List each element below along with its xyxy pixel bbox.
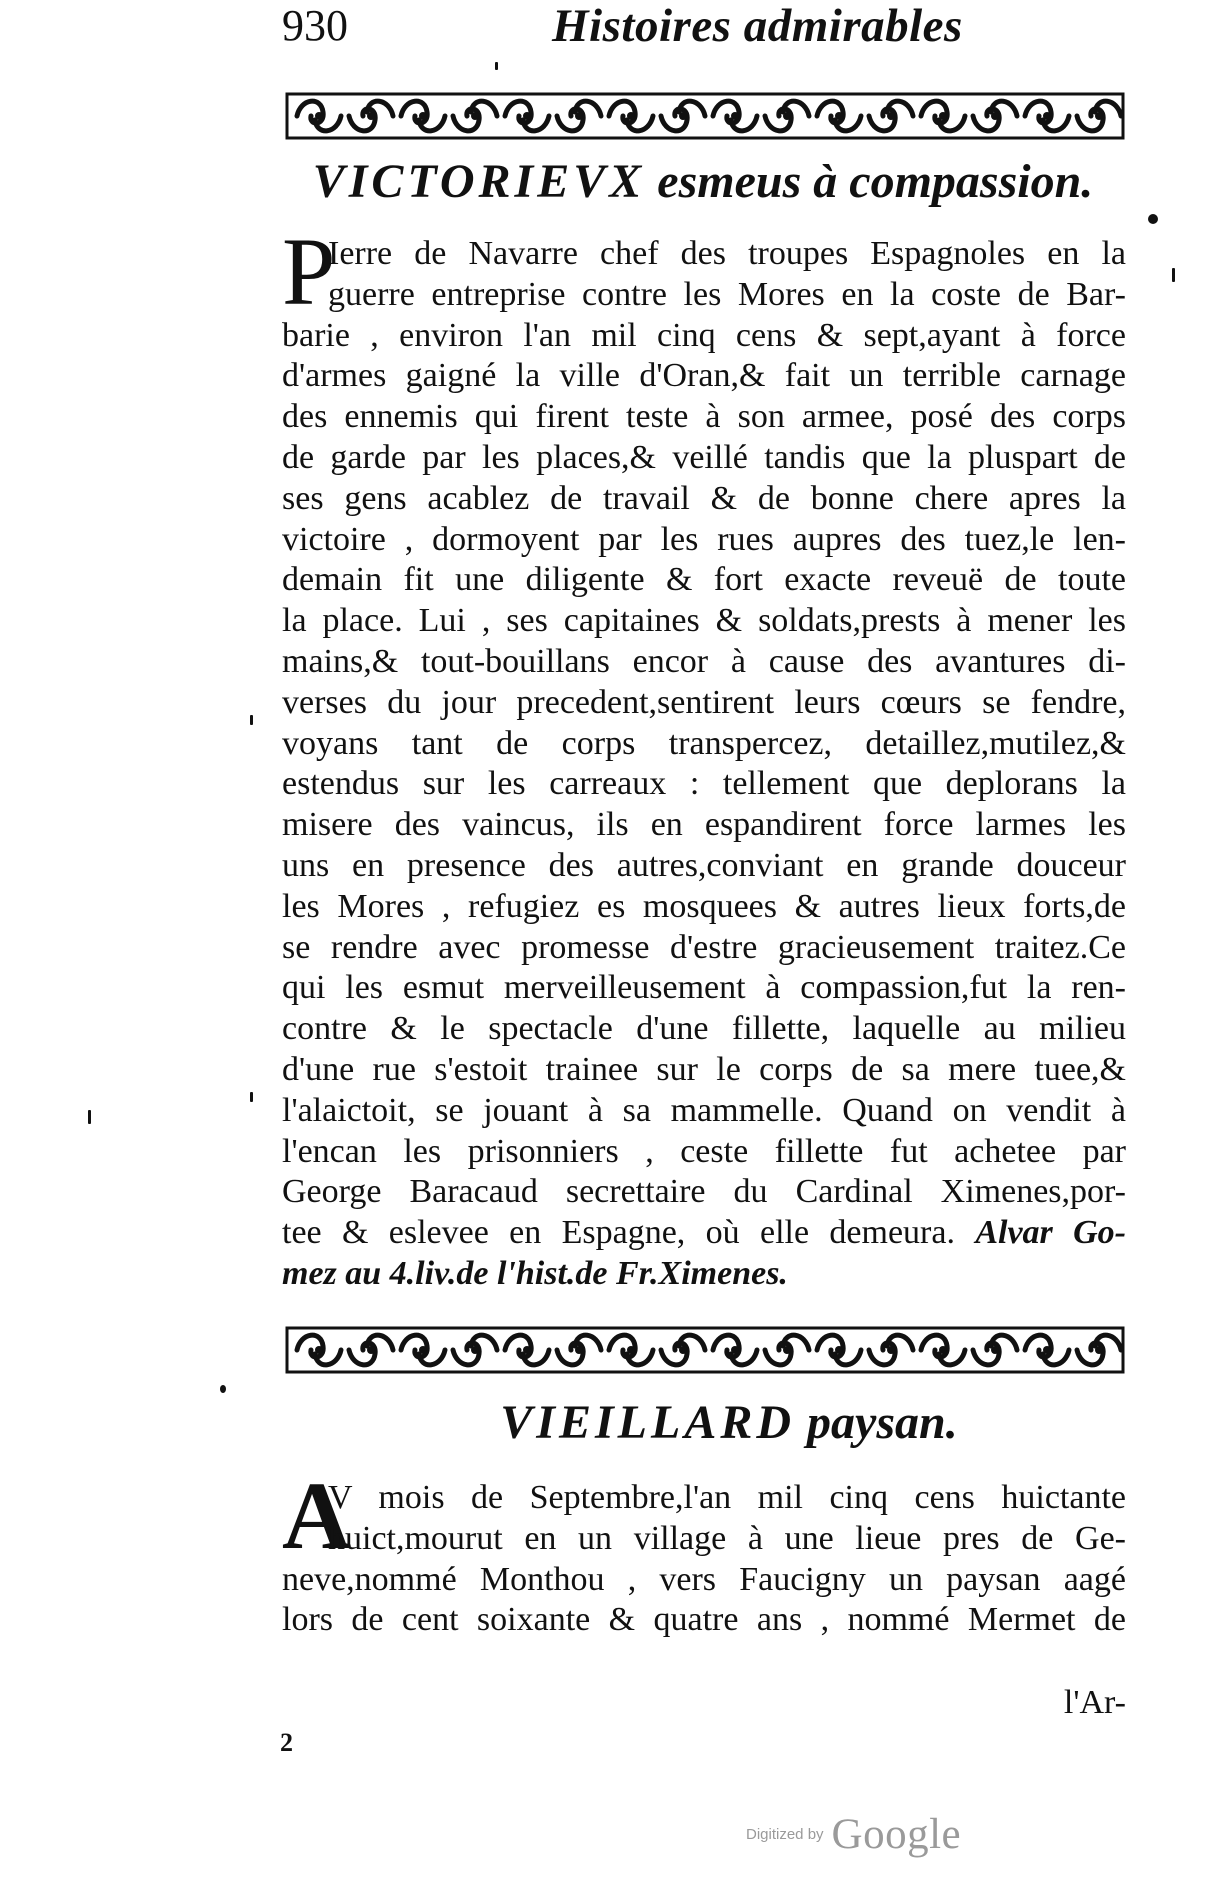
ornament-motif bbox=[817, 1335, 861, 1365]
ornament-motif bbox=[505, 1335, 549, 1365]
ornament-motif bbox=[349, 101, 393, 131]
ornament-svg bbox=[285, 1322, 1125, 1378]
ornament-motif bbox=[817, 101, 861, 131]
text-line: des ennemis qui firent teste à son armee, posé des corps bbox=[282, 398, 1126, 436]
text-line: d'une rue s'estoit trainee sur le corps de sa mere tuee,& bbox=[282, 1050, 1126, 1088]
text-line: d'armes gaigné la ville d'Oran,& fait un terrible carnage bbox=[282, 357, 1126, 395]
ink-speck bbox=[495, 62, 498, 70]
section-body bbox=[282, 234, 1126, 1295]
ornament-motif bbox=[973, 101, 1017, 131]
section-title-rest: paysan. bbox=[807, 1396, 958, 1449]
ornament-motif bbox=[453, 101, 497, 131]
ink-speck bbox=[1172, 268, 1175, 282]
text-line: victoire , dormoyent par les rues aupres des tuez,le len- bbox=[282, 520, 1126, 558]
ornament-motif bbox=[921, 101, 965, 131]
text-line: misere des vaincus, ils en espandirent force larmes les bbox=[282, 806, 1126, 844]
ornament-motif bbox=[973, 1335, 1017, 1365]
text-line-end: tee & eslevee en Espagne, où elle demeura. bbox=[282, 1214, 955, 1252]
text-line: l'alaictoit, se jouant à sa mammelle. Quand on vendit à bbox=[282, 1091, 1126, 1129]
ink-speck bbox=[220, 1385, 226, 1393]
section-title-caps: VICTORIEVX bbox=[312, 155, 646, 208]
ornament-motif bbox=[297, 101, 341, 131]
ornament-motif bbox=[921, 1335, 965, 1365]
section-title bbox=[282, 154, 1124, 210]
citation-start: Alvar Go- bbox=[975, 1214, 1127, 1252]
text-line: se rendre avec promesse d'estre gracieusement traitez.Ce bbox=[282, 928, 1126, 966]
text-line: demain fit une diligente & fort exacte reveuë de toute bbox=[282, 561, 1126, 599]
watermark-brand: Google bbox=[831, 1811, 962, 1858]
ornament-motif bbox=[401, 1335, 445, 1365]
citation-end: mez au 4.liv.de l'hist.de Fr.Ximenes. bbox=[282, 1254, 788, 1292]
ornament-motif bbox=[557, 101, 601, 131]
text-line: uns en presence des autres,conviant en grande douceur bbox=[282, 846, 1126, 884]
drop-cap: P bbox=[282, 218, 336, 325]
ornament-motif bbox=[661, 1335, 705, 1365]
ornament-motif bbox=[661, 101, 705, 131]
page-number: 930 bbox=[282, 1, 348, 50]
ornament-motif bbox=[453, 1335, 497, 1365]
ornament-motif bbox=[713, 101, 757, 131]
ornament-motif bbox=[401, 101, 445, 131]
text-line: l'encan les prisonniers , ceste fillette fut achetee par bbox=[282, 1132, 1126, 1170]
digitized-watermark bbox=[746, 1810, 961, 1859]
text-line: qui les esmut merveilleusement à compassion,fut la ren- bbox=[282, 969, 1126, 1007]
ornament-motif bbox=[1025, 101, 1069, 131]
section-title-rest: esmeus à compassion. bbox=[657, 155, 1094, 208]
signature-mark: 2 bbox=[280, 1728, 293, 1757]
text-line: V mois de Septembre,l'an mil cinq cens huictante bbox=[328, 1479, 1126, 1516]
ornament-motif bbox=[1025, 1335, 1069, 1365]
text-line: de garde par les places,& veillé tandis que la pluspart de bbox=[282, 438, 1126, 476]
ink-speck bbox=[1148, 214, 1158, 224]
text-line: verses du jour precedent,sentirent leurs cœurs se fendre, bbox=[282, 683, 1126, 721]
ornament-motif bbox=[765, 101, 809, 131]
ink-speck bbox=[250, 715, 253, 725]
text-line: barie , environ l'an mil cinq cens & sept,ayant à force bbox=[282, 316, 1126, 354]
ink-speck bbox=[88, 1110, 91, 1124]
text-line-with-citation bbox=[282, 1213, 1126, 1254]
ornament-motif bbox=[869, 101, 913, 131]
text-line: George Baracaud secrettaire du Cardinal Ximenes,por- bbox=[282, 1173, 1126, 1211]
drop-cap: A bbox=[282, 1462, 352, 1569]
ornament-motif bbox=[297, 1335, 341, 1365]
text-line: la place. Lui , ses capitaines & soldats,prests à mener les bbox=[282, 602, 1126, 640]
ornament-motif bbox=[869, 1335, 913, 1365]
section-title-caps: VIEILLARD bbox=[500, 1396, 796, 1449]
ornament-motif bbox=[713, 1335, 757, 1365]
text-line: neve,nommé Monthou , vers Faucigny un paysan aagé bbox=[282, 1560, 1126, 1598]
page-header bbox=[282, 0, 1124, 62]
ornament-motif bbox=[557, 1335, 601, 1365]
text-line: lors de cent soixante & quatre ans , nommé Mermet de bbox=[282, 1601, 1126, 1639]
ornament-motif bbox=[609, 1335, 653, 1365]
text-line: voyans tant de corps transpercez, detaillez,mutilez,& bbox=[282, 724, 1126, 762]
ornament-motif bbox=[505, 101, 549, 131]
ornament-motif bbox=[609, 101, 653, 131]
ornament-motif bbox=[1077, 101, 1121, 131]
text-line: guerre entreprise contre les Mores en la coste de Bar- bbox=[328, 275, 1126, 313]
ornamental-band bbox=[285, 88, 1125, 144]
text-line: mains,& tout-bouillans encor à cause des avantures di- bbox=[282, 642, 1126, 680]
text-line: contre & le spectacle d'une fillette, laquelle au milieu bbox=[282, 1010, 1126, 1048]
section-title bbox=[282, 1395, 1150, 1451]
ink-speck bbox=[250, 1092, 253, 1102]
ornament-motif bbox=[1077, 1335, 1121, 1365]
section-body bbox=[282, 1478, 1126, 1641]
text-line: estendus sur les carreaux : tellement que deplorans la bbox=[282, 765, 1126, 803]
text-line: huict,mourut en un village à une lieue pres de Ge- bbox=[328, 1519, 1126, 1557]
catchword: l'Ar- bbox=[1063, 1684, 1126, 1721]
text-line: Ierre de Navarre chef des troupes Espagnoles en la bbox=[328, 235, 1126, 272]
ornament-motif bbox=[349, 1335, 393, 1365]
ornament-svg bbox=[285, 88, 1125, 144]
text-line: ses gens acablez de travail & de bonne chere apres la bbox=[282, 479, 1126, 517]
text-line: les Mores , refugiez es mosquees & autres lieux forts,de bbox=[282, 887, 1126, 925]
watermark-prefix: Digitized by bbox=[746, 1826, 824, 1843]
ornamental-band bbox=[285, 1322, 1125, 1378]
ornament-motif bbox=[765, 1335, 809, 1365]
running-head: Histoires admirables bbox=[552, 0, 963, 52]
